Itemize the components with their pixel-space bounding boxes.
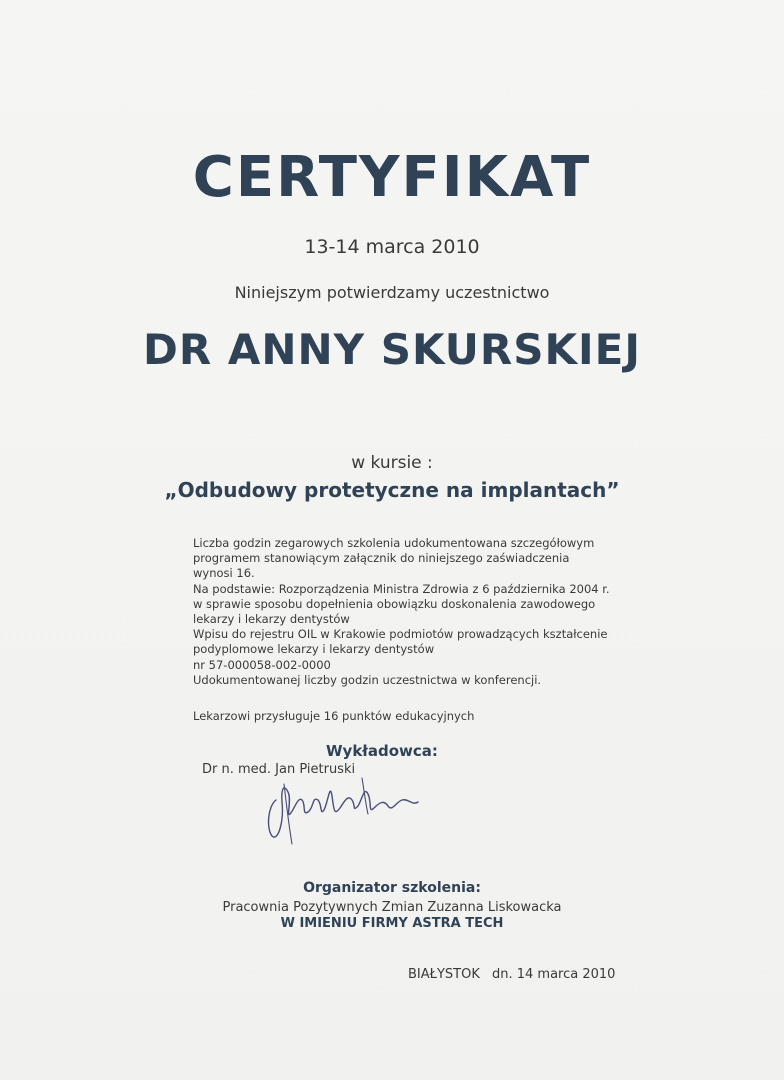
- issue-date: dn. 14 marca 2010: [491, 967, 616, 982]
- details-line: nr 57-000058-002-0000: [193, 657, 331, 672]
- place-and-date: [408, 967, 623, 982]
- recipient-name: DR ANNY SKURSKIEJ: [143, 325, 641, 374]
- event-date: 13-14 marca 2010: [304, 236, 480, 258]
- details-line: Na podstawie: Rozporządzenia Ministra Zdrowia z 6 października 2004 r.: [193, 581, 610, 596]
- details-line: podyplomowe lekarzy i lekarzy dentystów: [193, 642, 435, 657]
- lecturer-name: Dr n. med. Jan Pietruski: [202, 762, 356, 777]
- details-line: Liczba godzin zegarowych szkolenia udokumentowana szczegółowym: [193, 536, 595, 550]
- issue-place: BIAŁYSTOK: [408, 967, 480, 982]
- details-line: Wpisu do rejestru OIL w Krakowie podmiotów prowadzących kształcenie: [193, 627, 608, 642]
- details-line: w sprawie sposobu dopełnienia obowiązku doskonalenia zawodowego: [193, 596, 596, 611]
- organizer-label: Organizator szkolenia:: [303, 880, 481, 896]
- certificate-title: CERTYFIKAT: [192, 145, 592, 210]
- lecturer-label: Wykładowca:: [326, 742, 438, 760]
- signature-image: [262, 770, 432, 850]
- details-block: [193, 536, 663, 688]
- course-label: w kursie :: [351, 453, 433, 473]
- intro-text: Niniejszym potwierdzamy uczestnictwo: [234, 283, 550, 302]
- details-line: programem stanowiącym załącznik do niniejszego zaświadczenia: [193, 551, 570, 566]
- course-title: „Odbudowy protetyczne na implantach”: [164, 478, 620, 502]
- education-points: Lekarzowi przysługuje 16 punktów edukacyjnych: [193, 709, 475, 723]
- organizer-name: Pracownia Pozytywnych Zmian Zuzanna Liskowacka: [222, 900, 562, 915]
- details-line: lekarzy i lekarzy dentystów: [193, 612, 350, 627]
- details-line: Udokumentowanej liczby godzin uczestnictwa w konferencji.: [193, 672, 542, 687]
- organizer-company: W IMIENIU FIRMY ASTRA TECH: [280, 916, 504, 931]
- details-line: wynosi 16.: [193, 566, 255, 581]
